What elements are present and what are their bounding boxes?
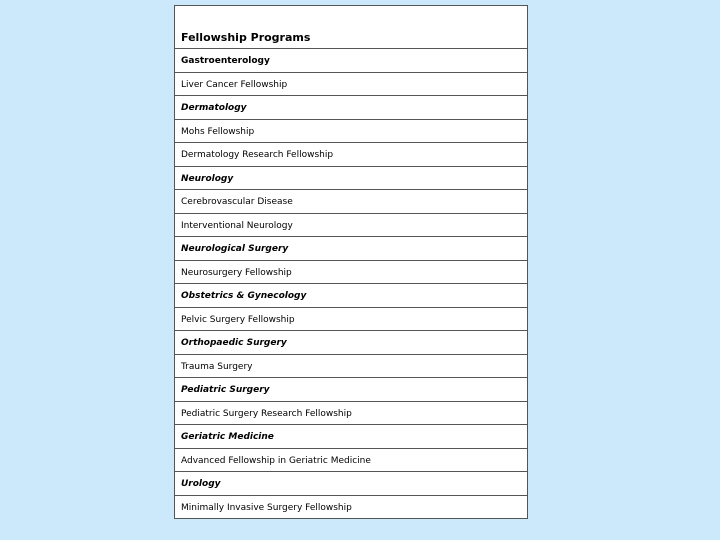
specialty-name: Urology [181, 479, 221, 489]
program-name: Interventional Neurology [181, 220, 293, 231]
specialty-name: Obstetrics & Gynecology [181, 291, 307, 301]
table-title-row [175, 6, 527, 49]
specialty-name: Pediatric Surgery [181, 385, 270, 395]
specialty-name: Neurological Surgery [181, 244, 289, 254]
specialty-header-row [175, 472, 527, 496]
specialty-name: Geriatric Medicine [181, 432, 274, 442]
program-name: Dermatology Research Fellowship [181, 150, 334, 160]
specialty-header-row [175, 96, 527, 120]
specialty-header-row [175, 284, 527, 308]
program-name: Pediatric Surgery Research Fellowship [181, 408, 352, 419]
program-name: Mohs Fellowship [181, 126, 255, 137]
program-row [175, 355, 527, 379]
program-row [175, 496, 527, 520]
table-title: Fellowship Programs [181, 31, 311, 44]
program-row [175, 449, 527, 473]
specialty-header-row [175, 167, 527, 191]
program-row [175, 143, 527, 167]
specialty-header-row [175, 49, 527, 73]
program-row [175, 261, 527, 285]
specialty-header-row [175, 331, 527, 355]
program-row [175, 308, 527, 332]
specialty-name: Neurology [181, 173, 234, 184]
program-name: Minimally Invasive Surgery Fellowship [181, 502, 352, 513]
program-name: Liver Cancer Fellowship [181, 79, 288, 90]
table-rows [175, 49, 527, 519]
program-row [175, 73, 527, 97]
program-name: Cerebrovascular Disease [181, 197, 293, 207]
specialty-header-row [175, 237, 527, 261]
program-row [175, 214, 527, 238]
program-row [175, 120, 527, 144]
program-row [175, 190, 527, 214]
program-name: Trauma Surgery [181, 361, 253, 372]
program-row [175, 402, 527, 426]
program-name: Advanced Fellowship in Geriatric Medicine [181, 455, 371, 466]
specialty-header-row [175, 425, 527, 449]
fellowship-table [174, 5, 528, 519]
program-name: Neurosurgery Fellowship [181, 267, 292, 278]
specialty-name: Orthopaedic Surgery [181, 338, 287, 348]
program-name: Pelvic Surgery Fellowship [181, 314, 295, 325]
specialty-name: Gastroenterology [181, 56, 270, 66]
specialty-header-row [175, 378, 527, 402]
specialty-name: Dermatology [181, 103, 247, 113]
